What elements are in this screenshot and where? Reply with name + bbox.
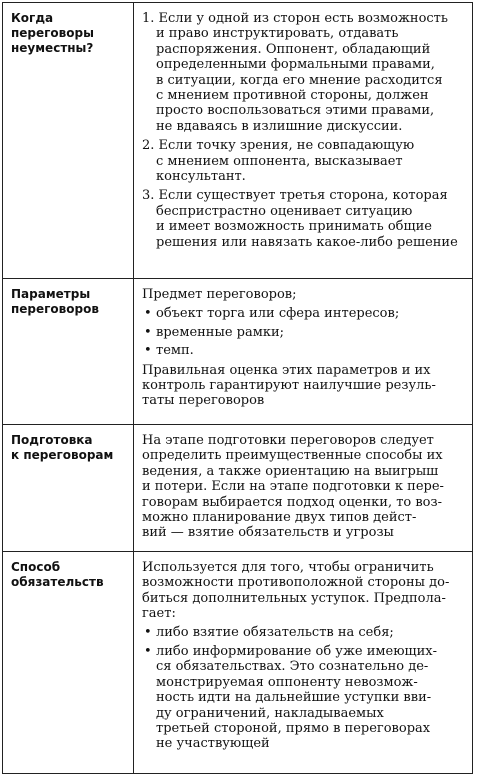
- text-line: ду ограничений, накладываемых: [156, 705, 384, 721]
- term-cell: [3, 3, 134, 279]
- term-line: обязательств: [11, 574, 104, 589]
- description-cell: [134, 3, 473, 279]
- text-line: решения или навязать какое-либо решение: [156, 234, 458, 250]
- text-line: не участвующей: [156, 736, 270, 752]
- term-line: Параметры: [11, 287, 91, 301]
- description-cell: [134, 279, 473, 425]
- description-cell: [134, 425, 473, 552]
- table-row: [3, 551, 473, 773]
- text-line: в ситуации, когда его мнение расходится: [156, 72, 443, 88]
- list-item: [142, 644, 466, 752]
- text-line: просто воспользоваться этими правами,: [156, 103, 435, 119]
- numbered-item: [142, 188, 466, 250]
- text-line: и право инструктировать, отдавать: [156, 26, 399, 42]
- text-line: возможности противоположной стороны до-: [142, 575, 450, 591]
- text-line: и имеет возможность принимать общие: [156, 219, 432, 235]
- text-line: • временные рамки;: [142, 325, 466, 340]
- list-item: [142, 306, 466, 321]
- text-line: • темп.: [142, 343, 466, 358]
- text-line: биться дополнительных уступок. Предпола-: [142, 590, 446, 606]
- text-line: можно планирование двух типов дейст-: [142, 510, 417, 526]
- text-line: ность идти на дальнейшие уступки вви-: [156, 690, 432, 706]
- list-item: [142, 343, 466, 358]
- text-line: Используется для того, чтобы ограничить: [142, 559, 434, 575]
- text-line: не вдаваясь в излишние дискуссии.: [156, 118, 403, 134]
- paragraph: [142, 287, 466, 302]
- text-line: определить преимущественные способы их: [142, 448, 443, 464]
- text-line: таты переговоров: [142, 393, 265, 409]
- text-line: и потери. Если на этапе подготовки к пере-: [142, 479, 444, 495]
- text-line: • либо информирование об уже имеющих-: [142, 644, 466, 659]
- term-line: Когда: [11, 11, 54, 25]
- text-line: распоряжения. Оппонент, обладающий: [156, 41, 431, 57]
- bullet-list: [142, 306, 466, 358]
- term-line: Подготовка: [11, 433, 93, 447]
- table-row: [3, 3, 473, 279]
- paragraph: [142, 433, 466, 541]
- text-line: • либо взятие обязательств на себя;: [142, 625, 466, 640]
- text-line: определенными формальными правами,: [156, 57, 435, 73]
- text-line: Правильная оценка этих параметров и их: [142, 362, 431, 378]
- text-line: контроль гарантируют наилучшие резуль-: [142, 378, 436, 394]
- text-line: вий — взятие обязательств и угрозы: [142, 525, 394, 541]
- table-row: [3, 425, 473, 552]
- text-line: беспристрастно оценивает ситуацию: [156, 203, 413, 219]
- text-line: ведения, а также ориентацию на выигрыш: [142, 463, 439, 479]
- text-line: 3. Если существует третья сторона, которая: [142, 188, 448, 204]
- text-line: с мнением оппонента, высказывает: [156, 153, 403, 169]
- text-line: ся обязательствах. Это сознательно де-: [156, 659, 429, 675]
- paragraph: [142, 363, 466, 409]
- term-line: переговоров: [11, 302, 99, 316]
- list-item: [142, 625, 466, 640]
- numbered-item: [142, 138, 466, 184]
- term-cell: [3, 279, 134, 425]
- text-line: гает:: [142, 606, 176, 622]
- description-cell: [134, 551, 473, 773]
- text-line: На этапе подготовки переговоров следует: [142, 433, 434, 448]
- text-line: монстрируемая оппоненту невозмож-: [156, 674, 418, 690]
- bullet-list: [142, 625, 466, 751]
- text-line: третьей стороной, прямо в переговорах: [156, 720, 431, 736]
- list-item: [142, 325, 466, 340]
- text-line: 2. Если точку зрения, не совпадающую: [142, 138, 415, 154]
- term-line: переговоры: [11, 26, 94, 40]
- text-line: 1. Если у одной из сторон есть возможность: [142, 11, 448, 26]
- term-cell: [3, 551, 134, 773]
- table-row: [3, 279, 473, 425]
- text-line: консультант.: [156, 169, 246, 185]
- term-cell: [3, 425, 134, 552]
- text-line: с мнением противной стороны, должен: [156, 88, 429, 104]
- term-line: Способ: [11, 559, 61, 574]
- term-line: неуместны?: [11, 41, 94, 55]
- text-line: • объект торга или сфера интересов;: [142, 306, 466, 321]
- numbered-item: [142, 11, 466, 134]
- text-line: говорам выбирается подход оценки, то воз-: [142, 494, 442, 510]
- paragraph: [142, 560, 466, 622]
- term-line: к переговорам: [11, 448, 114, 462]
- text-line: Предмет переговоров;: [142, 287, 297, 302]
- negotiation-table: [2, 2, 473, 774]
